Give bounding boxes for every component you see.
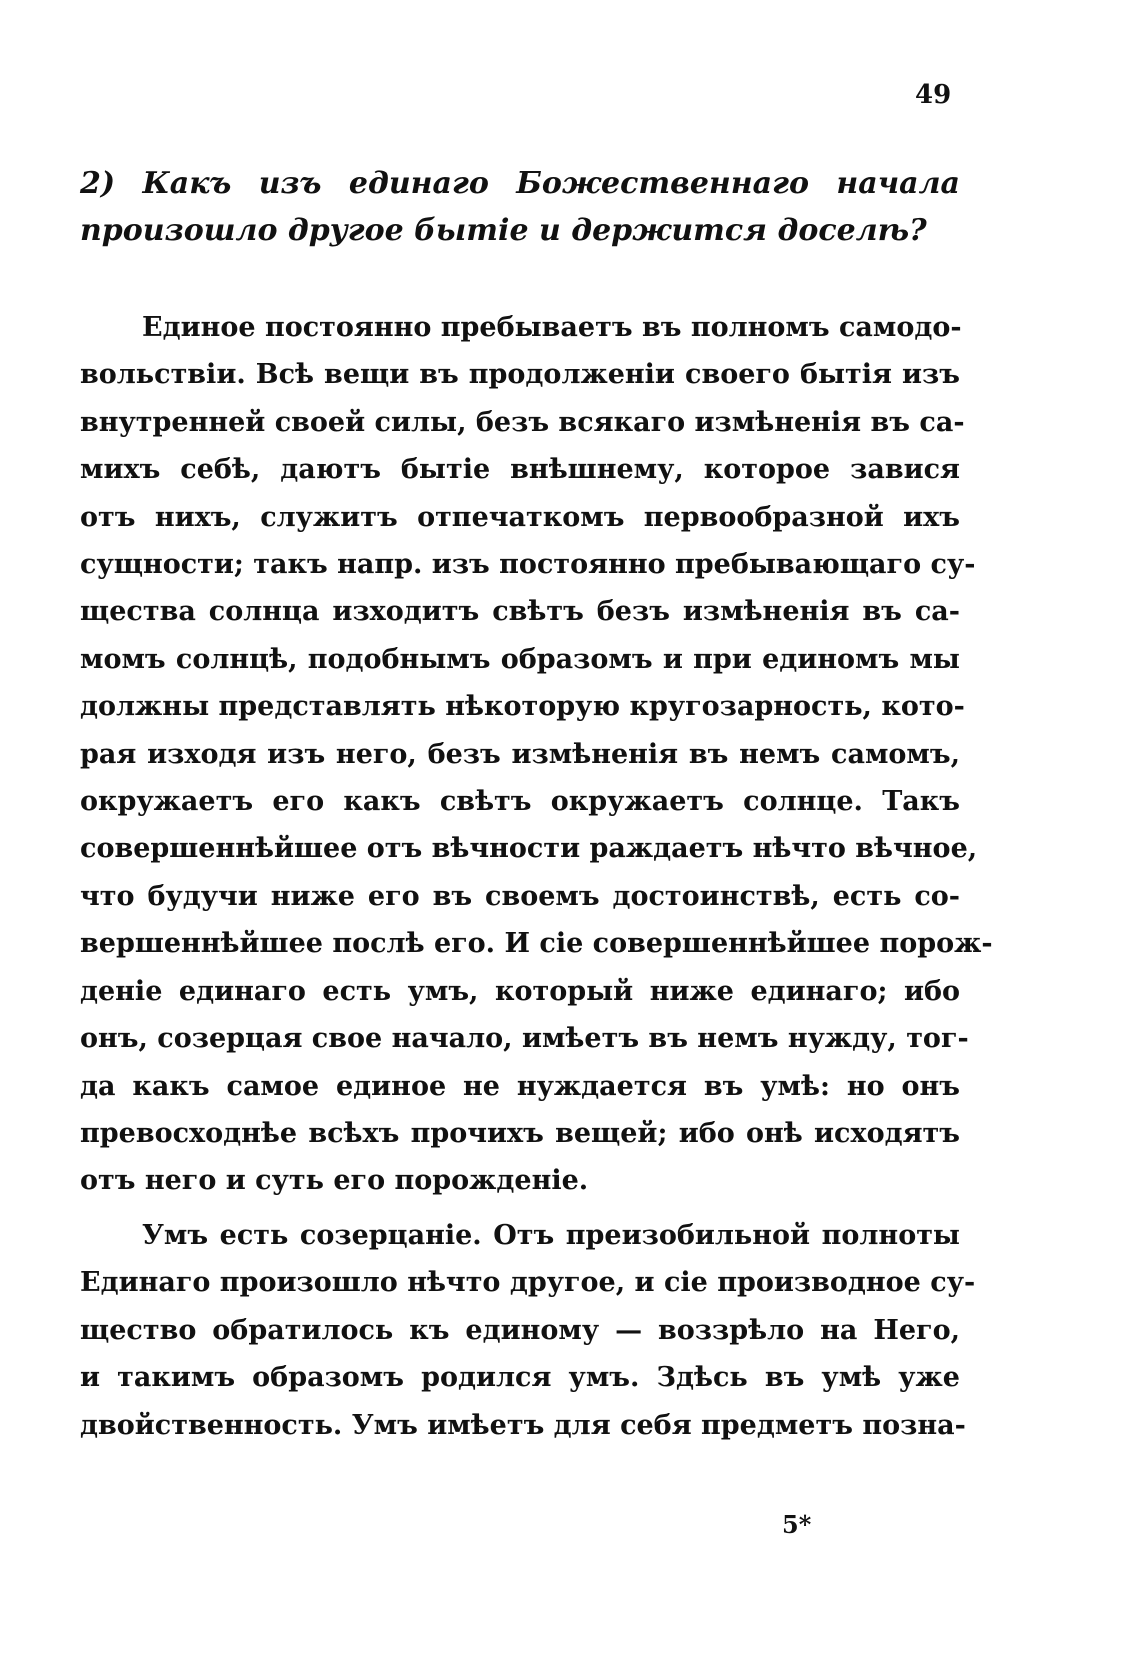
heading-line: произошло другое бытіе и держится доселѣ? [80,213,927,248]
text-line: внутренней своей силы, безъ всякаго измѣненія въ са- [80,406,965,438]
text-line: что будучи ниже его въ своемъ достоинствѣ, есть со- [80,880,960,912]
text-line: Единаго произошло нѣчто другое, и сіе производное су- [80,1267,976,1299]
text-line: должны представлять нѣкоторую кругозарность, кото- [80,691,965,723]
paragraph-1 [80,304,993,1205]
text-line: щества солнца изходитъ свѣтъ безъ измѣненія въ са- [80,596,960,628]
text-line: деніе единаго есть умъ, который ниже единаго; ибо [80,975,960,1007]
page-number: 49 [915,80,952,110]
text-line: Единое постоянно пребываетъ въ полномъ самодо- [142,312,962,343]
text-line: вольствіи. Всѣ вещи въ продолженіи своего бытія изъ [80,359,960,391]
text-line: вершеннѣйшее послѣ его. И сіе совершеннѣйшее порож- [80,928,993,960]
text-line: щество обратилось къ единому — воззрѣло на Него, [80,1314,960,1346]
section-heading [80,160,960,254]
text-line: совершеннѣйшее отъ вѣчности раждаетъ нѣчто вѣчное, [80,833,978,865]
signature-mark: 5* [782,1510,812,1539]
text-line: окружаетъ его какъ свѣтъ окружаетъ солнце. Такъ [80,786,960,818]
text-line: рая изходя изъ него, безъ измѣненія въ немъ самомъ, [80,738,960,770]
paragraph-2 [80,1212,976,1449]
text-line: и такимъ образомъ родился умъ. Здѣсь въ умѣ уже [80,1362,960,1394]
text-line: да какъ самое единое не нуждается въ умѣ: но онъ [80,1070,960,1102]
text-line: двойственность. Умъ имѣетъ для себя предметъ позна- [80,1409,966,1441]
text-line: превосходнѣе всѣхъ прочихъ вещей; ибо онѣ исходятъ [80,1117,960,1149]
text-line: Умъ есть созерцаніе. Отъ преизобильной полноты [142,1220,960,1251]
text-line: онъ, созерцая свое начало, имѣетъ въ немъ нужду, тог- [80,1023,969,1055]
heading-line: 2) Какъ изъ единаго Божественнаго начала [80,166,960,201]
text-line: сущности; такъ напр. изъ постоянно пребывающаго су- [80,549,976,581]
text-line: михъ себѣ, даютъ бытіе внѣшнему, которое завися [80,454,960,486]
text-line: отъ него и суть его порожденіе. [80,1165,589,1197]
text-line: момъ солнцѣ, подобнымъ образомъ и при единомъ мы [80,643,960,675]
text-line: отъ нихъ, служитъ отпечаткомъ первообразной ихъ [80,501,960,533]
